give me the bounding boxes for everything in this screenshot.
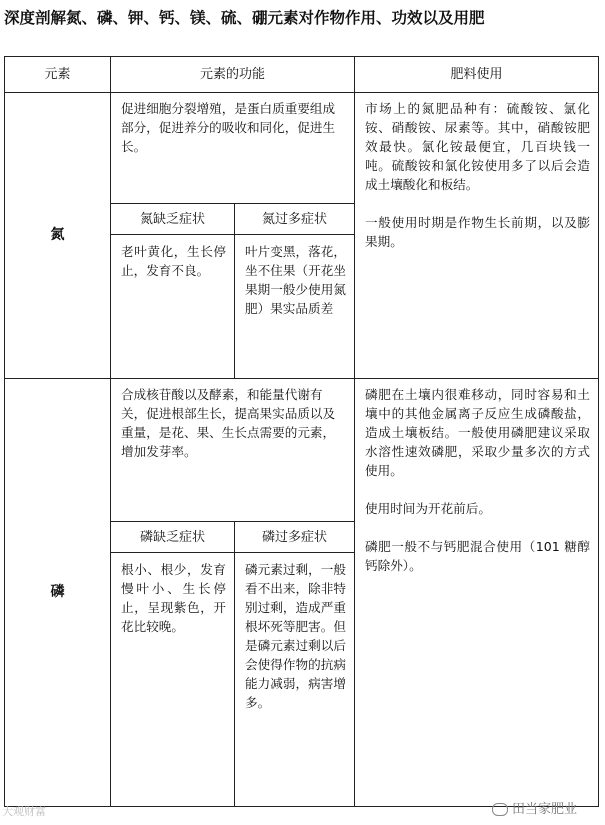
nitrogen-deficiency-header: 氮缺乏症状 [111,204,235,235]
phosphorus-fertilizer-text-2: 使用时间为开花前后。 [365,501,491,516]
nitrogen-fertilizer-text-1: 市场上的氮肥品种有：硫酸铵、氯化铵、硝酸铵、尿素等。其中，硝酸铵肥效最快。氯化铵最便宜，几百块钱一吨。硫酸铵和氯化铵使用多了以后会造成土壤酸化和板结。 [365,101,591,192]
watermark-left: 大观财富 [2,805,46,818]
phosphorus-excess: 磷元素过剩，一般看不出来，除非特别过剩，造成严重根坏死等肥害。但是磷元素过剩以后会使得作物的抗病能力减弱，病害增多。 [235,553,355,807]
phosphorus-function: 合成核苷酸以及酵素，和能量代谢有关，促进根部生长，提高果实品质以及重量，是花、果、生长点需要的元素，增加发芽率。 [111,379,355,522]
nitrogen-fertilizer [355,93,599,379]
nitrogen-excess: 叶片变黑，落花，坐不住果（开花坐果期一般少使用氮肥）果实品质差 [235,235,355,379]
element-name-nitrogen: 氮 [5,93,111,379]
phosphorus-fertilizer-text-1: 磷肥在土壤内很难移动，同时容易和土壤中的其他金属离子反应生成磷酸盐，造成土壤板结。一般使用磷肥建议采取水溶性速效磷肥，采取少量多次的方式使用。 [365,387,591,478]
element-name-phosphorus: 磷 [5,379,111,807]
watermark-right-text: 田当家肥业 [511,802,577,817]
header-function: 元素的功能 [111,57,355,93]
element-table [4,56,599,807]
phosphorus-deficiency-header: 磷缺乏症状 [111,522,235,553]
phosphorus-deficiency: 根小、根少，发育慢叶小、生长停止，呈现紫色，开花比较晚。 [111,553,235,807]
table-header-row [5,57,599,93]
header-fertilizer: 肥料使用 [355,57,599,93]
nitrogen-excess-header: 氮过多症状 [235,204,355,235]
nitrogen-deficiency: 老叶黄化，生长停止，发育不良。 [111,235,235,379]
phosphorus-excess-header: 磷过多症状 [235,522,355,553]
phosphorus-fertilizer [355,379,599,807]
nitrogen-function: 促进细胞分裂增殖，是蛋白质重要组成部分，促进养分的吸收和同化，促进生长。 [111,93,355,204]
page-title: 深度剖解氮、磷、钾、钙、镁、硫、硼元素对作物作用、功效以及用肥 [4,9,485,27]
nitrogen-fertilizer-text-2: 一般使用时期是作物生长前期，以及膨果期。 [365,215,591,249]
phosphorus-function-row [5,379,599,522]
nitrogen-function-row [5,93,599,204]
phosphorus-fertilizer-text-3: 磷肥一般不与钙肥混合使用（101 糖醇钙除外）。 [365,539,591,573]
wechat-icon [492,803,508,816]
header-element: 元素 [5,57,111,93]
watermark-right [492,798,577,817]
